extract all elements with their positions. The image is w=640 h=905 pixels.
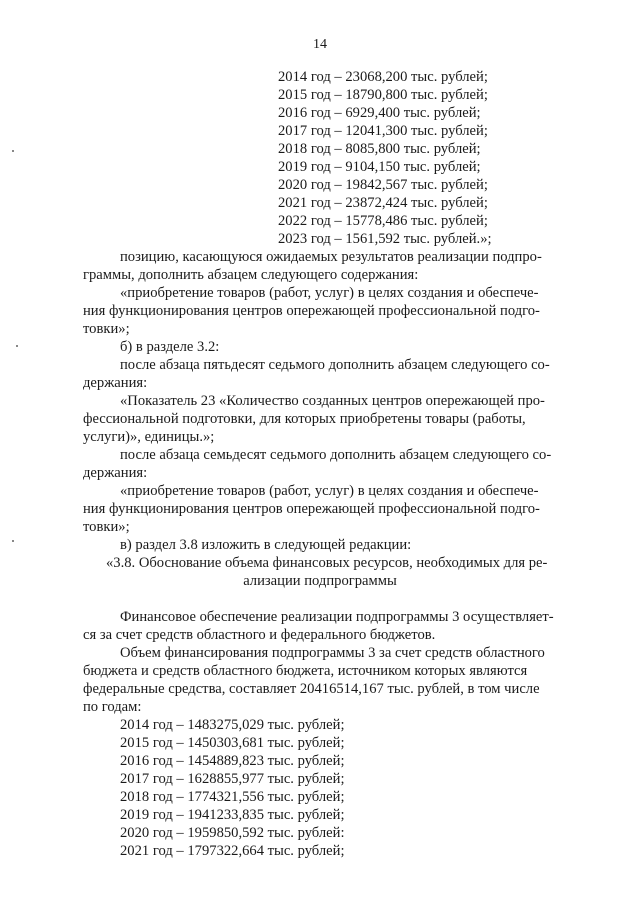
list-item: 2014 год – 23068,200 тыс. рублей; bbox=[278, 69, 488, 85]
item-b: б) в разделе 3.2: bbox=[120, 339, 220, 355]
scan-speck bbox=[12, 150, 14, 152]
list-item: 2014 год – 1483275,029 тыс. рублей; bbox=[120, 717, 345, 733]
paragraph-line: после абзаца пятьдесят седьмого дополнить абзацем следующего со- bbox=[120, 357, 550, 373]
scan-speck bbox=[12, 540, 14, 542]
quote-line: товки»; bbox=[83, 519, 130, 535]
section-heading-line-2: ализации подпрограммы bbox=[243, 573, 397, 589]
list-item: 2019 год – 1941233,835 тыс. рублей; bbox=[120, 807, 345, 823]
section-heading: «3.8. Обоснование объема финансовых ресурсов, необходимых для ре- bbox=[106, 555, 548, 571]
paragraph-line: держания: bbox=[83, 465, 148, 481]
paragraph-line: позицию, касающуюся ожидаемых результатов реализации подпро- bbox=[120, 249, 542, 265]
quote-line: фессиональной подготовки, для которых приобретены товары (работы, bbox=[83, 411, 526, 427]
list-item: 2018 год – 8085,800 тыс. рублей; bbox=[278, 141, 481, 157]
list-item: 2018 год – 1774321,556 тыс. рублей; bbox=[120, 789, 345, 805]
list-item: 2020 год – 1959850,592 тыс. рублей: bbox=[120, 825, 345, 841]
list-item: 2017 год – 12041,300 тыс. рублей; bbox=[278, 123, 488, 139]
quote-line: ния функционирования центров опережающей профессиональной подго- bbox=[83, 303, 540, 319]
quote-line: ния функционирования центров опережающей профессиональной подго- bbox=[83, 501, 540, 517]
paragraph-line: граммы, дополнить абзацем следующего содержания: bbox=[83, 267, 419, 283]
paragraph-line: ся за счет средств областного и федерального бюджетов. bbox=[83, 627, 436, 643]
quote-line: товки»; bbox=[83, 321, 130, 337]
paragraph-line: федеральные средства, составляет 20416514,167 тыс. рублей, в том числе bbox=[83, 681, 540, 697]
list-item: 2016 год – 1454889,823 тыс. рублей; bbox=[120, 753, 345, 769]
list-item: 2017 год – 1628855,977 тыс. рублей; bbox=[120, 771, 345, 787]
list-item: 2015 год – 1450303,681 тыс. рублей; bbox=[120, 735, 345, 751]
quote-line: услуги)», единицы.»; bbox=[83, 429, 215, 445]
page-number: 14 bbox=[313, 37, 327, 52]
quote-line: «приобретение товаров (работ, услуг) в целях создания и обеспече- bbox=[120, 483, 539, 499]
paragraph-line: держания: bbox=[83, 375, 148, 391]
list-item: 2021 год – 23872,424 тыс. рублей; bbox=[278, 195, 488, 211]
paragraph-line: Финансовое обеспечение реализации подпрограммы 3 осуществляет- bbox=[120, 609, 554, 625]
list-item: 2021 год – 1797322,664 тыс. рублей; bbox=[120, 843, 345, 859]
paragraph-line: после абзаца семьдесят седьмого дополнить абзацем следующего со- bbox=[120, 447, 552, 463]
paragraph-line: бюджета и средств областного бюджета, источником которых являются bbox=[83, 663, 528, 679]
paragraph-line: Объем финансирования подпрограммы 3 за счет средств областного bbox=[120, 645, 545, 661]
quote-line: «Показатель 23 «Количество созданных центров опережающей про- bbox=[120, 393, 545, 409]
paragraph-line: по годам: bbox=[83, 699, 142, 715]
list-item: 2016 год – 6929,400 тыс. рублей; bbox=[278, 105, 481, 121]
scan-speck bbox=[16, 345, 18, 347]
quote-line: «приобретение товаров (работ, услуг) в целях создания и обеспече- bbox=[120, 285, 539, 301]
list-item: 2019 год – 9104,150 тыс. рублей; bbox=[278, 159, 481, 175]
item-v: в) раздел 3.8 изложить в следующей редакции: bbox=[120, 537, 412, 553]
list-item: 2022 год – 15778,486 тыс. рублей; bbox=[278, 213, 488, 229]
list-item: 2023 год – 1561,592 тыс. рублей.»; bbox=[278, 231, 492, 247]
list-item: 2015 год – 18790,800 тыс. рублей; bbox=[278, 87, 488, 103]
list-item: 2020 год – 19842,567 тыс. рублей; bbox=[278, 177, 488, 193]
